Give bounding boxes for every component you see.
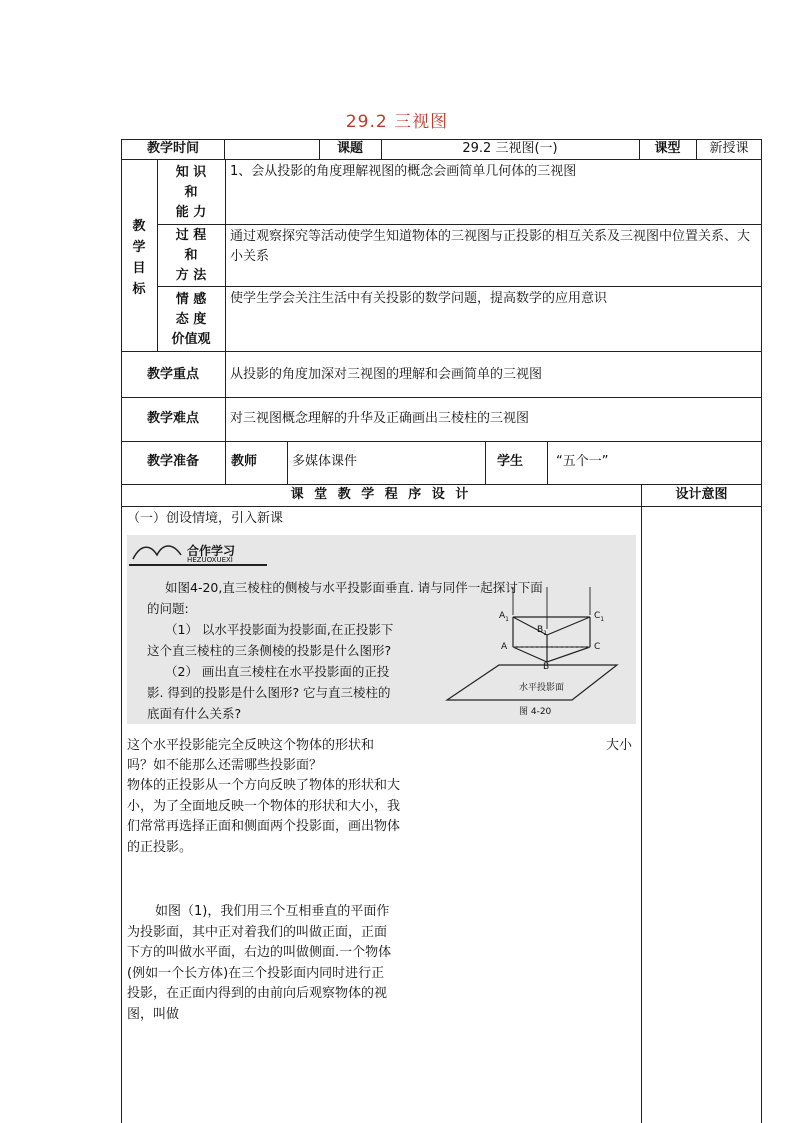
topic-value: 29.2 三视图(一) (462, 141, 558, 156)
goal-process-text: 通过观察探究等活动使学生知道物体的三视图与正投影的相互关系及三视图中位置关系、大小关系 (230, 229, 751, 264)
point-a1-label: $A_1$ (499, 611, 509, 623)
figure-caption: 图 4-20 (519, 707, 552, 717)
goal-emotion-label: 情 感 态 度 价值观 (171, 292, 211, 347)
student-label: 学生 (497, 454, 524, 469)
textbook-banner: 合作学习 (187, 544, 236, 558)
student-materials: “五个一” (556, 454, 609, 469)
teaching-time-label: 教学时间 (146, 141, 199, 156)
key-point-label: 教学重点 (146, 367, 199, 382)
question-line-2: 吗？如不能那么还需哪些投影面？ (127, 758, 323, 773)
lesson-type-value: 新授课 (709, 141, 749, 156)
goal-knowledge-text: 1、会从投影的角度理解视图的概念会画简单几何体的三视图 (230, 164, 577, 179)
difficulty-text: 对三视图概念理解的升华及正确画出三棱柱的三视图 (230, 411, 530, 426)
textbook-excerpt-image (127, 535, 636, 724)
difficulty-label: 教学难点 (146, 411, 199, 426)
paragraph-orthographic: 物体的正投影从一个方向反映了物体的形状和大小，为了全面地反映一个物体的形状和大小，我们常常再选择正面和侧面两个投影面，画出物体的正投影。 (127, 778, 401, 855)
plane-label: 水平投影面 (519, 683, 565, 693)
goal-knowledge-label: 知 识 和 能 力 (175, 165, 207, 220)
section-create-situation: （一）创设情境，引入新课 (127, 511, 284, 526)
textbook-line-6: 影. 得到的投影是什么图形? 它与直三棱柱的 (147, 685, 391, 700)
question-line-1-end: 大小 (606, 738, 633, 753)
point-c-label: C (594, 642, 601, 652)
textbook-line-2: 的问题: (147, 601, 189, 616)
paragraph-three-planes: 如图（1)，我们用三个互相垂直的平面作为投影面，其中正对着我们的叫做正面，正面下方的叫做水平面，右边的叫做侧面.一个物体(例如一个长方体)在三个投影面内同时进行正投影，在正面内得到的由前向后观察物体的视图，叫做 (127, 904, 392, 1022)
teacher-label: 教师 (231, 454, 258, 469)
design-intent-header: 设计意图 (675, 487, 728, 502)
point-b1-label: $B_1$ (537, 625, 548, 637)
textbook-line-7: 底面有什么关系? (147, 706, 242, 721)
topic-label: 课题 (336, 141, 363, 156)
point-b-label: B (543, 662, 550, 672)
goal-emotion-text: 使学生学会关注生活中有关投影的数学问题，提高数学的应用意识 (230, 291, 608, 306)
document-title: 29.2 三视图 (345, 112, 449, 132)
textbook-line-1: 如图4-20,直三棱柱的侧棱与水平投影面垂直. 请与同伴一起探讨下面 (165, 580, 543, 595)
key-point-text: 从投影的角度加深对三视图的理解和会画简单的三视图 (230, 367, 543, 382)
point-c1-label: $C_1$ (594, 611, 605, 623)
textbook-line-3: （1） 以水平投影面为投影面,在正投影下 (165, 622, 394, 637)
textbook-line-5: （2） 画出直三棱柱在水平投影面的正投 (165, 664, 390, 679)
teacher-materials: 多媒体课件 (292, 454, 358, 469)
teaching-goals-label: 教 学 目 标 (132, 219, 146, 297)
textbook-line-4: 这个直三棱柱的三条侧棱的投影是什么图形? (147, 643, 392, 658)
goal-process-label: 过 程 和 方 法 (175, 228, 207, 283)
textbook-banner-sub: HEZUOXUEXI (187, 556, 233, 564)
question-line-1: 这个水平投影能完全反映这个物体的形状和 (127, 738, 375, 753)
point-a-label: A (501, 642, 508, 652)
lesson-type-label: 课型 (654, 141, 681, 156)
preparation-label: 教学准备 (146, 454, 199, 469)
procedure-header: 课 堂 教 学 程 序 设 计 (290, 487, 472, 502)
